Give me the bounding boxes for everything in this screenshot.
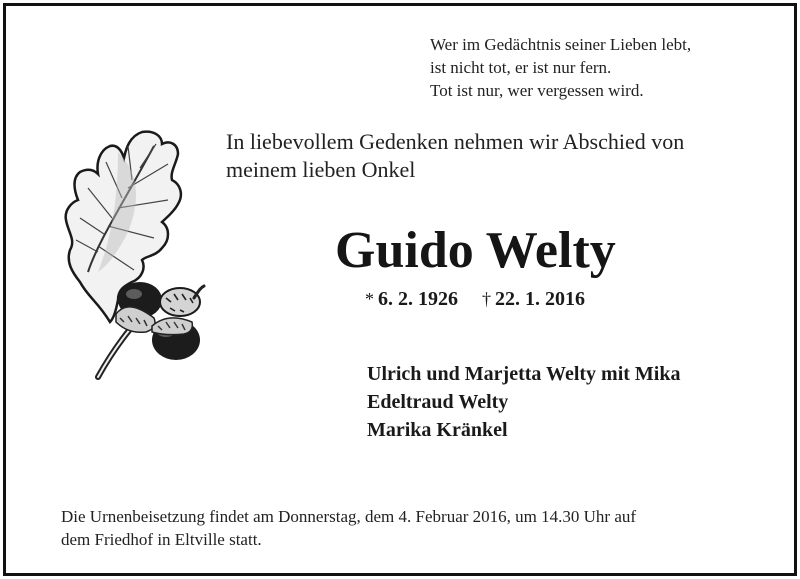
funeral-notice <box>61 505 636 551</box>
intro-text <box>226 128 684 184</box>
birth-date: 6. 2. 1926 <box>378 288 458 310</box>
notice-line: dem Friedhof in Eltville statt. <box>61 530 262 549</box>
quote-line: Tot ist nur, wer vergessen wird. <box>430 81 644 100</box>
mourner-name: Ulrich und Marjetta Welty mit Mika <box>367 363 681 385</box>
death-date: 22. 1. 2016 <box>495 288 585 310</box>
oak-leaf-acorn-icon <box>58 122 208 384</box>
deceased-name: Guido Welty <box>335 222 616 279</box>
intro-line: In liebevollem Gedenken nehmen wir Abschied von <box>226 129 685 154</box>
memorial-quote <box>430 33 691 102</box>
life-dates <box>365 286 585 312</box>
mourners-list <box>367 360 680 444</box>
mourner-name: Edeltraud Welty <box>367 391 509 413</box>
quote-line: ist nicht tot, er ist nur fern. <box>430 58 612 77</box>
notice-line: Die Urnenbeisetzung findet am Donnerstag, dem 4. Februar 2016, um 14.30 Uhr auf <box>61 507 637 526</box>
quote-line: Wer im Gedächtnis seiner Lieben lebt, <box>430 35 692 54</box>
mourner-name: Marika Kränkel <box>367 419 508 441</box>
intro-line: meinem lieben Onkel <box>226 157 416 182</box>
birth-symbol: * <box>365 289 374 309</box>
death-symbol: † <box>482 289 491 309</box>
